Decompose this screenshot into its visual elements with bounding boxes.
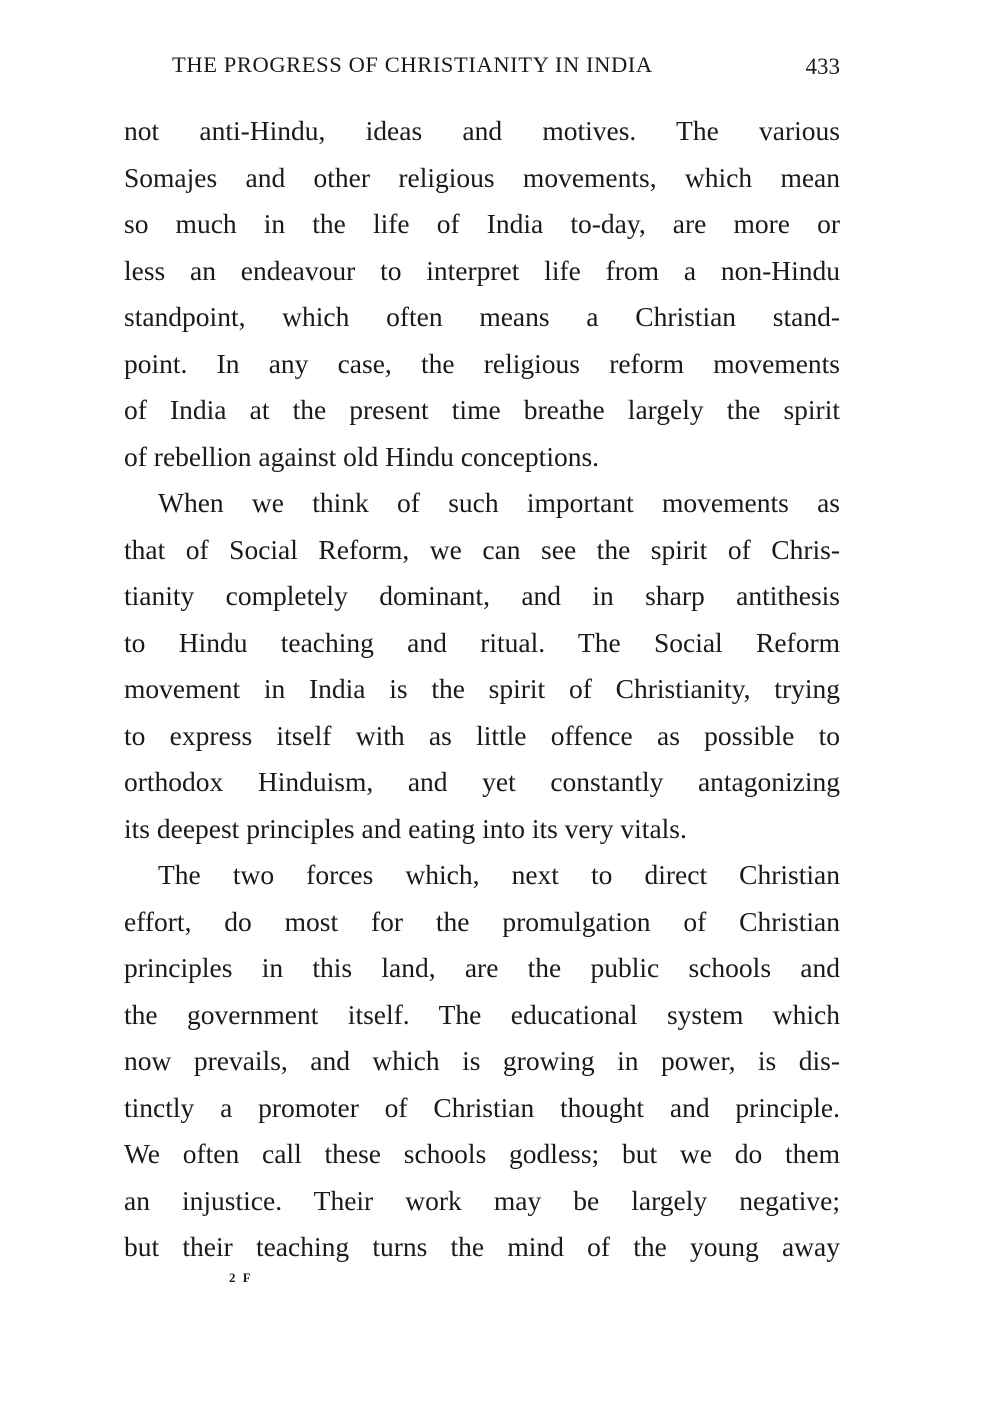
text-line: of India at the present time breathe largely the spirit	[124, 394, 840, 425]
text-line: standpoint, which often means a Christian stand-	[124, 301, 840, 332]
signature-mark: 2 F	[229, 1270, 253, 1285]
text-line: tinctly a promoter of Christian thought and principle.	[124, 1091, 840, 1123]
text-line: but their teaching turns the mind of the young away	[124, 1231, 840, 1262]
text-line: The two forces which, next to direct Christian	[158, 859, 840, 890]
text-line: to Hindu teaching and ritual. The Social Reform	[124, 626, 840, 658]
body-text	[124, 108, 840, 1271]
text-line: the government itself. The educational system which	[124, 998, 840, 1030]
text-line: movement in India is the spirit of Christianity, trying	[124, 673, 840, 704]
text-line: effort, do most for the promulgation of Christian	[124, 905, 840, 937]
text-line: its deepest principles and eating into its very vitals.	[124, 812, 687, 844]
running-title: THE PROGRESS OF CHRISTIANITY IN INDIA	[172, 52, 653, 77]
text-line: an injustice. Their work may be largely negative;	[124, 1184, 840, 1216]
text-line: that of Social Reform, we can see the spirit of Chris-	[124, 533, 840, 565]
running-header	[124, 52, 840, 88]
text-line: principles in this land, are the public schools and	[124, 952, 840, 983]
text-line: less an endeavour to interpret life from a non-Hindu	[124, 254, 840, 286]
text-line: tianity completely dominant, and in sharp antithesis	[124, 580, 840, 611]
text-line: We often call these schools godless; but we do them	[124, 1138, 840, 1169]
text-line: When we think of such important movements as	[158, 487, 840, 518]
text-line: Somajes and other religious movements, which mean	[124, 161, 840, 193]
text-line: so much in the life of India to-day, are more or	[124, 208, 840, 239]
text-line: orthodox Hinduism, and yet constantly antagonizing	[124, 766, 840, 797]
text-line: point. In any case, the religious reform movements	[124, 347, 840, 379]
text-line: now prevails, and which is growing in power, is dis-	[124, 1045, 840, 1076]
page-number: 433	[805, 54, 840, 79]
text-line: not anti-Hindu, ideas and motives. The various	[124, 115, 840, 146]
text-line: to express itself with as little offence as possible to	[124, 719, 840, 751]
text-line: of rebellion against old Hindu conceptions.	[124, 440, 600, 472]
